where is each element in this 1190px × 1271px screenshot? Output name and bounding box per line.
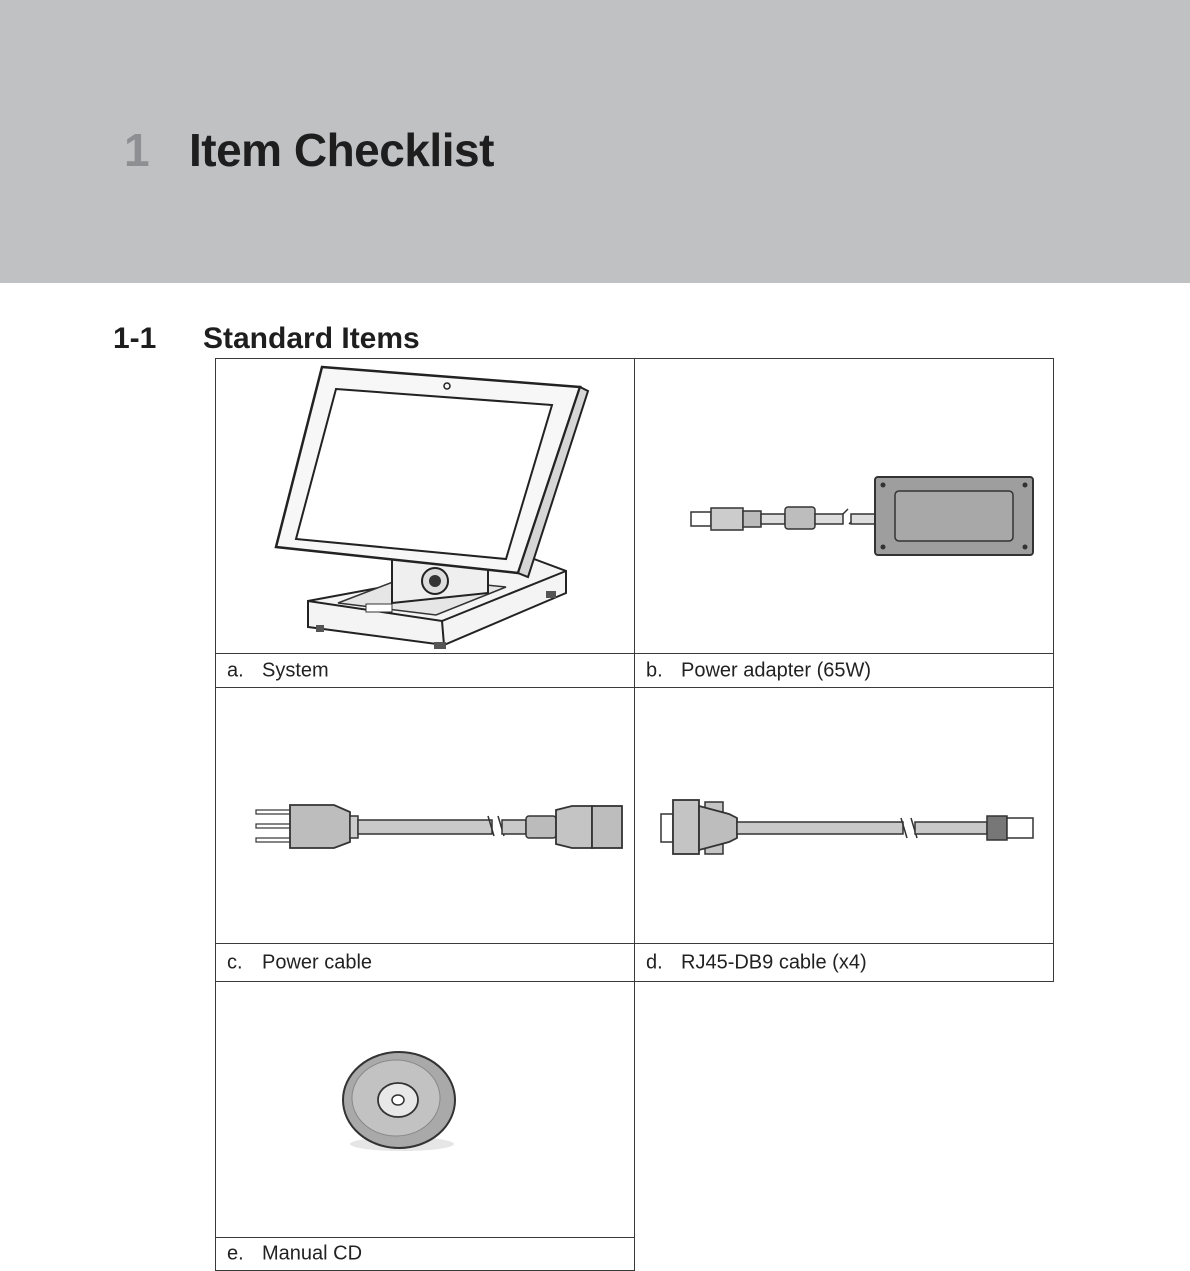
item-name: RJ45-DB9 cable (x4) <box>681 951 867 973</box>
item-name: Power adapter (65W) <box>681 659 872 681</box>
chapter-number: 1 <box>124 124 150 176</box>
item-letter: c. <box>227 951 243 973</box>
item-letter: b. <box>646 659 663 681</box>
item-letter: d. <box>646 951 663 973</box>
item-letter: e. <box>227 1242 244 1265</box>
item-name: System <box>262 659 329 681</box>
item-d-label <box>634 943 1054 982</box>
item-e-image-cell <box>215 981 635 1238</box>
section-title: Standard Items <box>203 322 420 355</box>
item-name: Manual CD <box>262 1242 363 1265</box>
system-terminal-icon <box>216 359 636 655</box>
item-a-image-cell <box>215 358 635 654</box>
power-adapter-icon <box>635 359 1055 655</box>
item-a-label <box>215 653 635 688</box>
item-c-label <box>215 943 635 982</box>
item-b-label <box>634 653 1054 688</box>
item-name: Power cable <box>262 951 373 973</box>
chapter-title: Item Checklist <box>189 124 494 176</box>
item-letter: a. <box>227 659 244 681</box>
item-d-image-cell <box>634 687 1054 944</box>
section-number: 1-1 <box>113 322 157 355</box>
item-e-label <box>215 1237 635 1271</box>
item-c-image-cell <box>215 687 635 944</box>
cd-icon <box>216 982 636 1239</box>
item-b-image-cell <box>634 358 1054 654</box>
power-cable-icon <box>216 688 636 945</box>
chapter-banner <box>0 0 1190 283</box>
rj45-db9-cable-icon <box>635 688 1055 945</box>
